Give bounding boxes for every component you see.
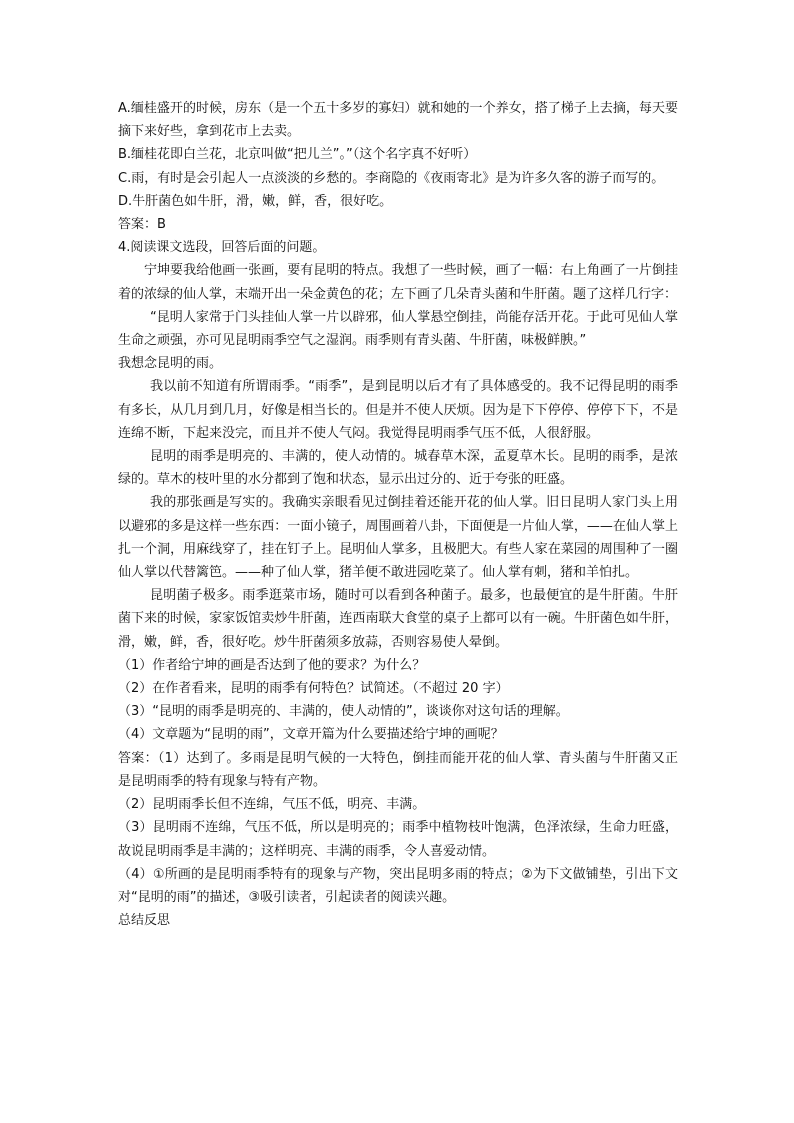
answer-3-detail: （3）昆明雨不连绵，气压不低，所以是明亮的；雨季中植物枝叶饱满，色泽浓绿，生命力旺盛，故说昆明雨季是丰满的；这样明亮、丰满的雨季，令人喜爱动情。 xyxy=(118,820,678,859)
answer-2: （2）昆明雨季长但不连绵，气压不低，明亮、丰满。 xyxy=(118,797,426,813)
option-b: B.缅桂花即白兰花，北京叫做“把儿兰”。”（这个名字真不好听） xyxy=(118,147,477,163)
passage-paragraph-4: 我以前不知道有所谓雨季。“雨季”，是到昆明以后才有了具体感受的。我不记得昆明的雨季有多长，从几月到几月，好像是相当长的。但是并不使人厌烦。因为是下下停停、停停下下，不是连绵不断，下起来没完，而且并不使人气闷。我觉得昆明雨季气压不低，人很舒服。 xyxy=(118,379,678,441)
question-1: （1）作者给宁坤的画是否达到了他的要求？为什么？ xyxy=(118,657,426,673)
answer-3: 答案：B xyxy=(118,217,166,233)
answer-4: （4）①所画的是昆明雨季特有的现象与产物，突出昆明多雨的特点；②为下文做铺垫，引出下文对“昆明的雨”的描述，③吸引读者，引起读者的阅读兴趣。 xyxy=(118,866,678,905)
option-d: D.牛肝菌色如牛肝，滑，嫩，鲜，香，很好吃。 xyxy=(118,193,393,209)
option-c: C.雨，有时是会引起人一点淡淡的乡愁的。李商隐的《夜雨寄北》是为许多久客的游子而写的。 xyxy=(118,170,665,186)
option-a: A.缅桂盛开的时候，房东（是一个五十多岁的寡妇）就和她的一个养女，搭了梯子上去摘，每天要摘下来好些，拿到花市上去卖。 xyxy=(118,101,678,140)
passage-paragraph-3: 我想念昆明的雨。 xyxy=(118,356,223,372)
passage-paragraph-7: 昆明菌子极多。雨季逛菜市场，随时可以看到各种菌子。最多，也最便宜的是牛肝菌。牛肝菌下来的时候，家家饭馆卖炒牛肝菌，连西南联大食堂的桌子上都可以有一碗。牛肝菌色如牛肝，滑，嫩，鲜，香，很好吃。炒牛肝菌须多放蒜，否则容易使人晕倒。 xyxy=(118,588,678,650)
passage-paragraph-1: 宁坤要我给他画一张画，要有昆明的特点。我想了一些时候，画了一幅：右上角画了一片倒挂着的浓绿的仙人掌，末端开出一朵金黄色的花；左下画了几朵青头菌和牛肝菌。题了这样几行字： xyxy=(118,263,678,302)
summary-heading: 总结反思 xyxy=(118,913,171,929)
passage-paragraph-5: 昆明的雨季是明亮的、丰满的，使人动情的。城春草木深，孟夏草木长。昆明的雨季，是浓绿的。草木的枝叶里的水分都到了饱和状态，显示出过分的、近于夸张的旺盛。 xyxy=(118,449,678,488)
answer-1: 答案：（1）达到了。多雨是昆明气候的一大特色，倒挂而能开花的仙人掌、青头菌与牛肝菌又正是昆明雨季的特有现象与特有产物。 xyxy=(118,750,678,789)
passage-paragraph-6: 我的那张画是写实的。我确实亲眼看见过倒挂着还能开花的仙人掌。旧日昆明人家门头上用以避邪的多是这样一些东西：一面小镜子，周围画着八卦，下面便是一片仙人掌，——在仙人掌上扎一个洞，用麻线穿了，挂在钉子上。昆明仙人掌多，且极肥大。有些人家在菜园的周围种了一圈仙人掌以代替篱笆。——种了仙人掌，猪羊便不敢进园吃菜了。仙人掌有刺，猪和羊怕扎。 xyxy=(118,495,678,581)
document-page xyxy=(118,97,678,932)
question-3: （3）“昆明的雨季是明亮的、丰满的，使人动情的”，谈谈你对这句话的理解。 xyxy=(118,704,569,720)
question-2: （2）在作者看来，昆明的雨季有何特色？试简述。（不超过 20 字） xyxy=(118,681,509,697)
passage-paragraph-2: “昆明人家常于门头挂仙人掌一片以辟邪，仙人掌悬空倒挂，尚能存活开花。于此可见仙人掌生命之顽强，亦可见昆明雨季空气之湿润。雨季则有青头菌、牛肝菌，味极鲜腴。” xyxy=(118,309,678,349)
question-4-heading: 4.阅读课文选段，回答后面的问题。 xyxy=(118,240,326,256)
question-4: （4）文章题为“昆明的雨”，文章开篇为什么要描述给宁坤的画呢？ xyxy=(118,727,504,743)
